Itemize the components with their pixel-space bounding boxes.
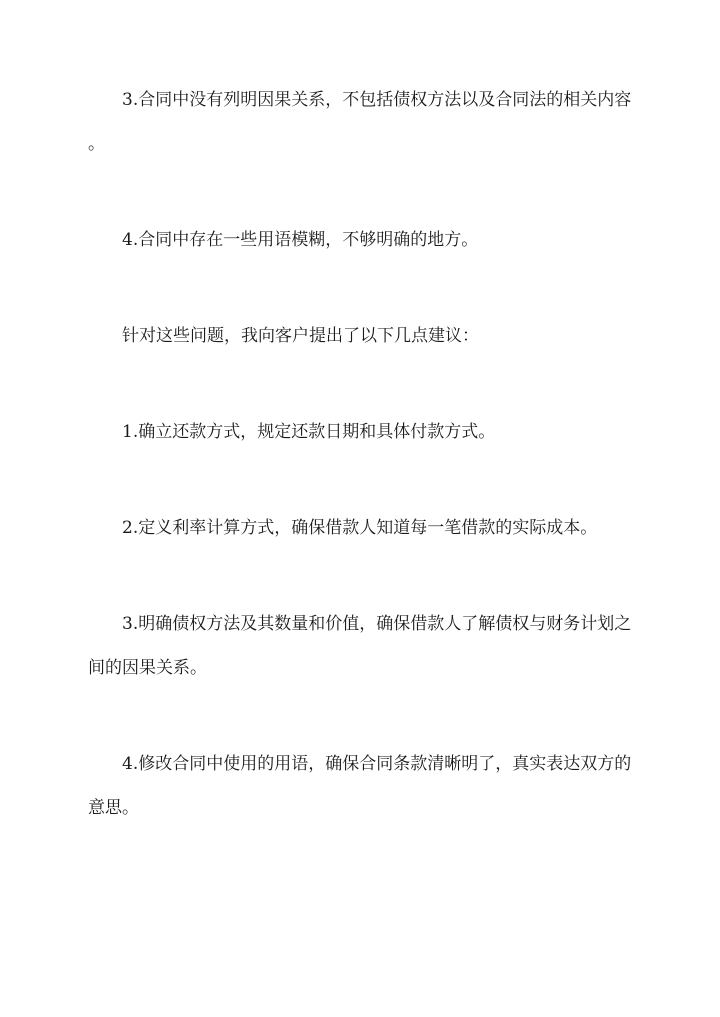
paragraph-line: 4.合同中存在一些用语模糊，不够明确的地方。 [122, 230, 479, 250]
paragraph-line: 意思。 [88, 798, 139, 818]
paragraph-line: 3.明确债权方法及其数量和价值，确保借款人了解债权与财务计划之 [122, 614, 632, 634]
suggestions-intro [88, 314, 660, 358]
paragraph-line: 4.修改合同中使用的用语，确保合同条款清晰明了，真实表达双方的 [122, 754, 632, 774]
suggestion-item-4 [88, 742, 660, 830]
problem-item-4 [88, 218, 660, 262]
paragraph-line: 1.确立还款方式，规定还款日期和具体付款方式。 [122, 422, 496, 442]
suggestion-item-1 [88, 410, 660, 454]
paragraph-line: 针对这些问题，我向客户提出了以下几点建议： [122, 326, 479, 346]
paragraph-line: 间的因果关系。 [88, 658, 207, 678]
paragraph-line: 。 [88, 134, 105, 154]
suggestion-item-2 [88, 506, 660, 550]
problem-item-3 [88, 78, 660, 166]
paragraph-line: 2.定义利率计算方式，确保借款人知道每一笔借款的实际成本。 [122, 518, 598, 538]
paragraph-line: 3.合同中没有列明因果关系，不包括债权方法以及合同法的相关内容 [122, 90, 632, 110]
suggestion-item-3 [88, 602, 660, 690]
